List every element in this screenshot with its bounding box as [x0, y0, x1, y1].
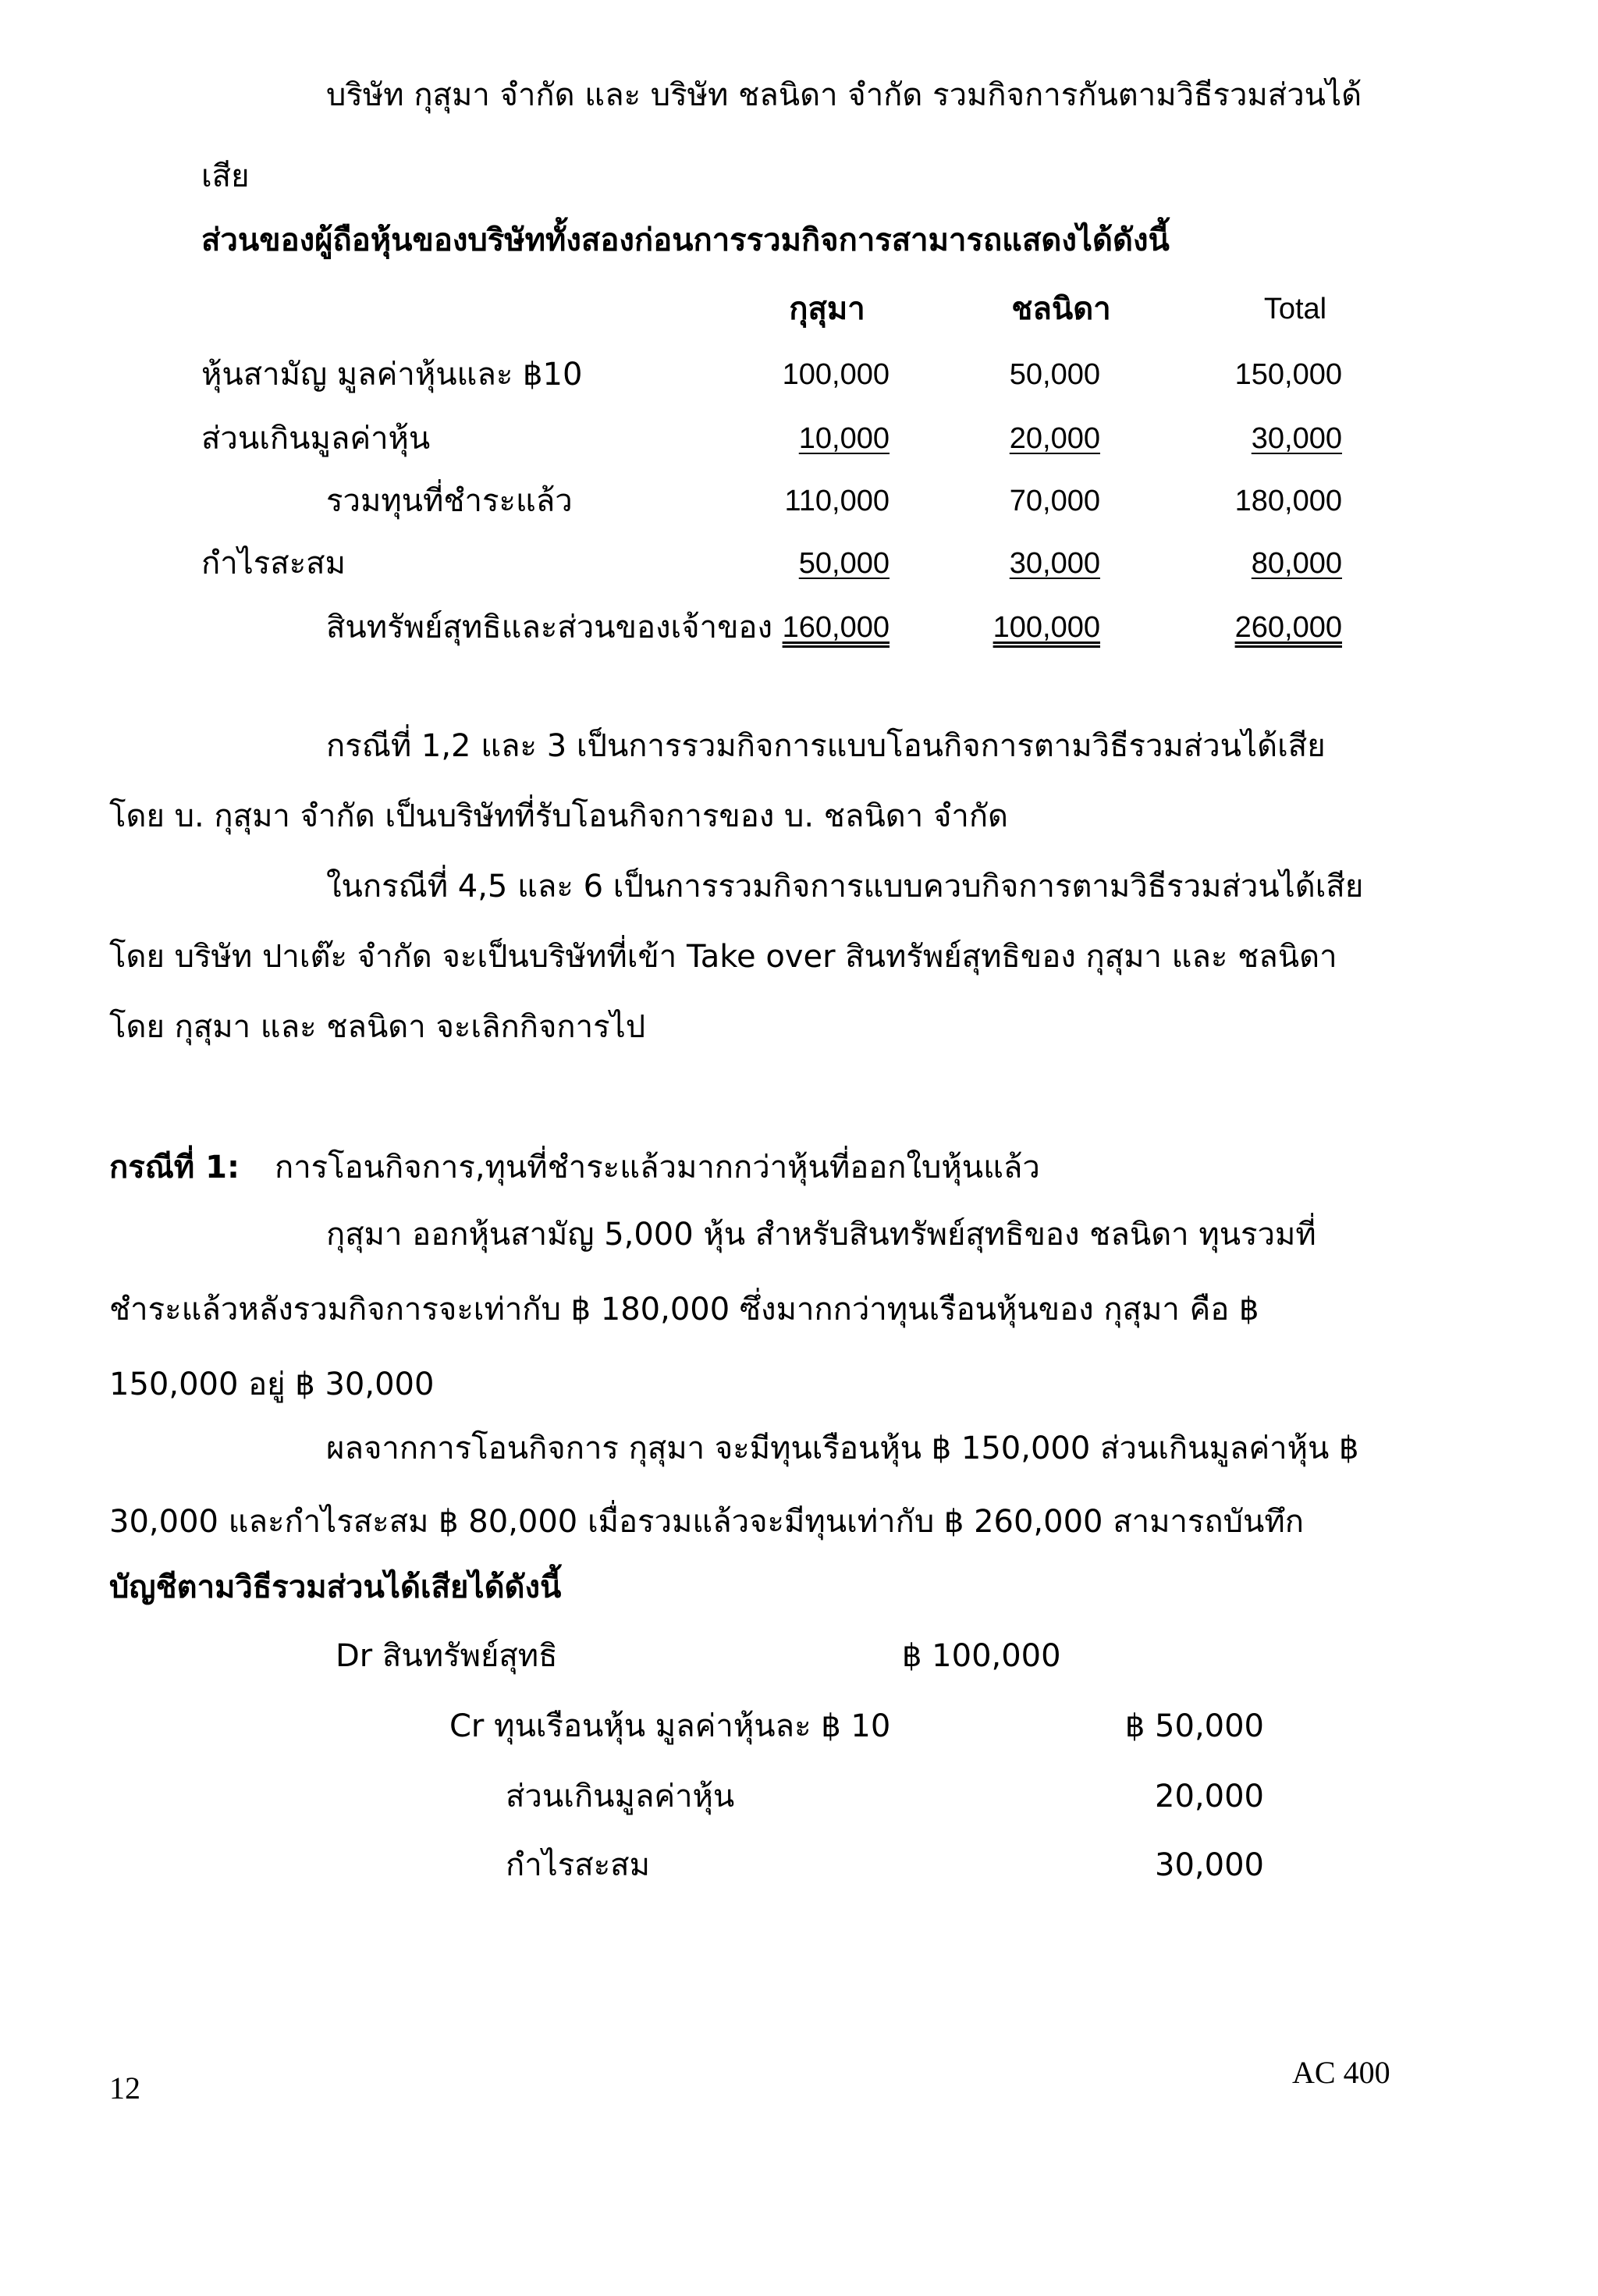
para1-line-1: กรณีที่ 1,2 และ 3 เป็นการรวมกิจการแบบโอนกิจการตามวิธีรวมส่วนได้เสีย — [326, 728, 1326, 764]
row-label-retained-earnings: กำไรสะสม — [201, 546, 346, 581]
para2-line-1: ในกรณีที่ 4,5 และ 6 เป็นการรวมกิจการแบบควบกิจการตามวิธีรวมส่วนได้เสีย — [326, 869, 1364, 905]
case1-label: กรณีที่ 1: — [109, 1150, 240, 1185]
journal-cr-amount: 20,000 — [1155, 1779, 1264, 1814]
row-label-share-premium: ส่วนเกินมูลค่าหุ้น — [201, 421, 431, 457]
cell-value: 100,000 — [782, 358, 890, 391]
cell-value: 100,000 — [993, 611, 1100, 644]
case1-p1-line-1: กุสุมา ออกหุ้นสามัญ 5,000 หุ้น สำหรับสินทรัพย์สุทธิของ ชลนิดา ทุนรวมที่ — [326, 1217, 1316, 1253]
cell-value: 180,000 — [1234, 485, 1342, 517]
journal-cr-label: กำไรสะสม — [506, 1847, 650, 1883]
journal-cr-amount: ฿ 50,000 — [1124, 1708, 1264, 1744]
row-label-common-stock: หุ้นสามัญ มูลค่าหุ้นและ ฿10 — [201, 357, 583, 393]
row-label-paid-in-capital: รวมทุนที่ชำระแล้ว — [326, 483, 573, 519]
page-number: 12 — [109, 2070, 140, 2106]
cell-value: 70,000 — [1009, 485, 1100, 517]
journal-cr-label: ส่วนเกินมูลค่าหุ้น — [506, 1779, 735, 1814]
case1-p2-line-2: 30,000 และกำไรสะสม ฿ 80,000 เมื่อรวมแล้วจะมีทุนเท่ากับ ฿ 260,000 สามารถบันทึก — [109, 1504, 1304, 1540]
case1-p2-line-1: ผลจากการโอนกิจการ กุสุมา จะมีทุนเรือนหุ้น ฿ 150,000 ส่วนเกินมูลค่าหุ้น ฿ — [326, 1431, 1359, 1466]
course-code: AC 400 — [1292, 2055, 1390, 2090]
journal-cr-label: Cr ทุนเรือนหุ้น มูลค่าหุ้นละ ฿ 10 — [449, 1708, 891, 1744]
journal-dr-label: Dr สินทรัพย์สุทธิ — [336, 1638, 558, 1674]
case1-heading: การโอนกิจการ,ทุนที่ชำระแล้วมากกว่าหุ้นที่ออกใบหุ้นแล้ว — [275, 1150, 1040, 1185]
case1-p1-line-2: ชำระแล้วหลังรวมกิจการจะเท่ากับ ฿ 180,000 ซึ่งมากกว่าทุนเรือนหุ้นของ กุสุมา คือ ฿ — [109, 1292, 1259, 1327]
case1-p2-line-3: บัญชีตามวิธีรวมส่วนได้เสียได้ดังนี้ — [109, 1569, 562, 1605]
cell-value: 260,000 — [1234, 611, 1342, 644]
journal-cr-amount: 30,000 — [1155, 1847, 1264, 1883]
cell-value: 50,000 — [798, 547, 890, 580]
cell-value: 20,000 — [1009, 422, 1100, 455]
col-header-total: Total — [1263, 293, 1327, 325]
cell-value: 30,000 — [1251, 422, 1342, 455]
cell-value: 150,000 — [1234, 358, 1342, 391]
cell-value: 30,000 — [1009, 547, 1100, 580]
intro-line-1: บริษัท กุสุมา จำกัด และ บริษัท ชลนิดา จำกัด รวมกิจการกันตามวิธีรวมส่วนได้ — [326, 77, 1362, 113]
intro-line-3: ส่วนของผู้ถือหุ้นของบริษัททั้งสองก่อนการรวมกิจการสามารถแสดงได้ดังนี้ — [201, 222, 1170, 258]
cell-value: 80,000 — [1251, 547, 1342, 580]
para2-line-3: โดย กุสุมา และ ชลนิดา จะเลิกกิจการไป — [109, 1009, 646, 1045]
cell-value: 50,000 — [1009, 358, 1100, 391]
col-header-kusuma: กุสุมา — [789, 291, 865, 327]
col-header-chonnida: ชลนิดา — [1011, 291, 1111, 327]
case1-p1-line-3: 150,000 อยู่ ฿ 30,000 — [109, 1367, 435, 1402]
cell-value: 10,000 — [798, 422, 890, 455]
para2-line-2: โดย บริษัท ปาเต๊ะ จำกัด จะเป็นบริษัทที่เข้า Take over สินทรัพย์สุทธิของ กุสุมา และ ชลนิดา — [109, 939, 1337, 975]
cell-value: 160,000 — [782, 611, 890, 644]
journal-dr-amount: ฿ 100,000 — [902, 1638, 1061, 1674]
cell-value: 110,000 — [784, 485, 890, 517]
row-label-net-assets: สินทรัพย์สุทธิและส่วนของเจ้าของ — [326, 610, 772, 645]
para1-line-2: โดย บ. กุสุมา จำกัด เป็นบริษัทที่รับโอนกิจการของ บ. ชลนิดา จำกัด — [109, 798, 1009, 834]
intro-line-2: เสีย — [201, 158, 250, 194]
